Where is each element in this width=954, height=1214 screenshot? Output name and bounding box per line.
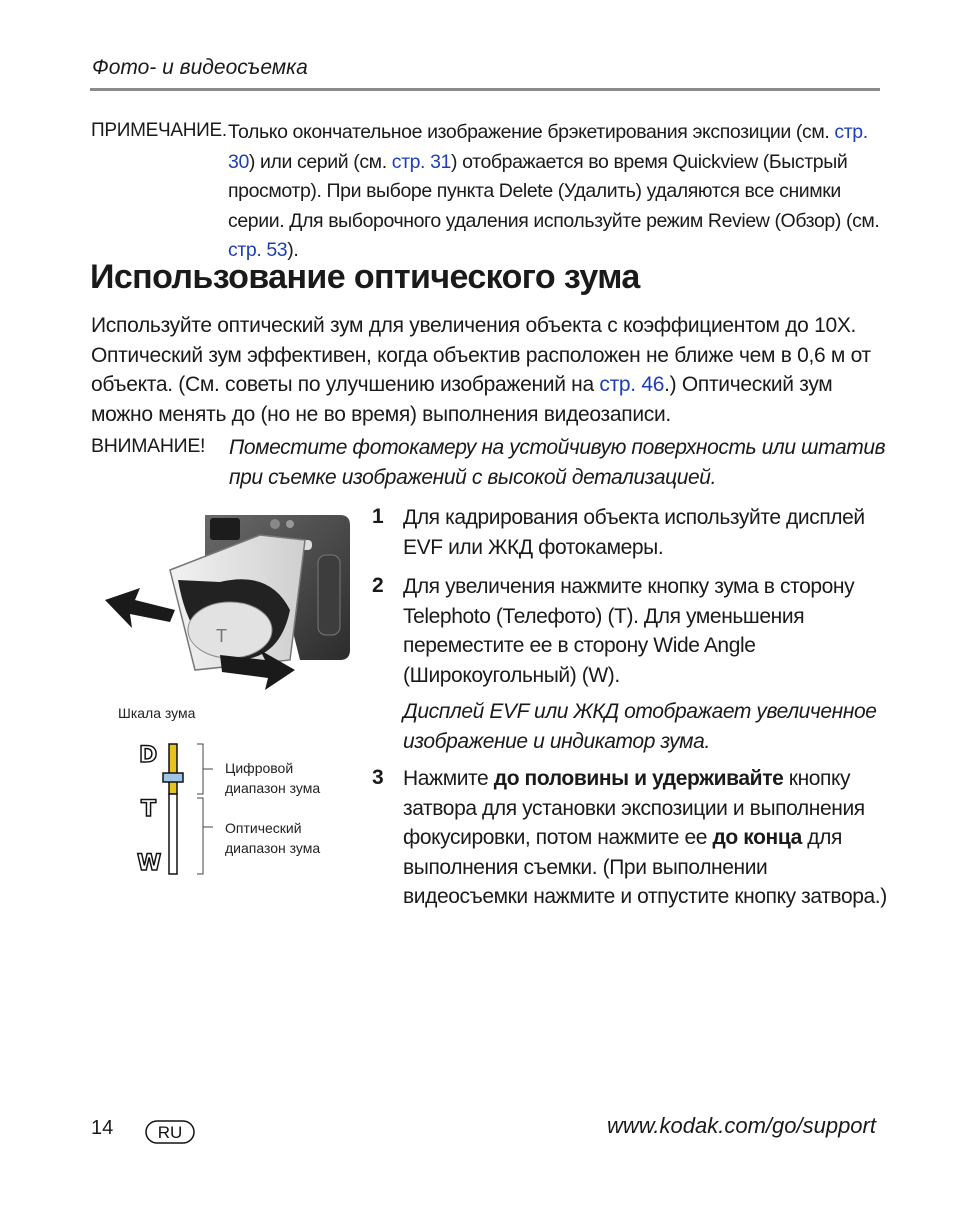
warning-label: ВНИМАНИЕ! [91, 435, 206, 457]
step-1-number: 1 [372, 505, 384, 528]
link-page-46[interactable]: стр. 46 [599, 373, 665, 396]
step-2-text: Для увеличения нажмите кнопку зума в сторону Telephoto (Телефото) (T). Для уменьшения переместите ее в сторону Wide Angle (Широкоугольный) (W). [403, 575, 855, 687]
zoom-button-letter: T [216, 626, 227, 646]
link-page-53[interactable]: стр. 53 [228, 239, 288, 261]
zoom-scale-caption: Шкала зума [118, 705, 196, 721]
scale-letter-d: D [139, 743, 158, 768]
section-title: Использование оптического зума [90, 258, 640, 296]
link-page-30[interactable]: стр. 30 [228, 121, 868, 173]
intro-paragraph: Используйте оптический зум для увеличения объекта с коэффициентом до 10X. Оптический зум эффективен, когда объектив расположен не ближе чем в 0,6 м от объекта. (См. советы по улучшению изображений на стр. 46.) Оптический зум можно менять до (но не во время) выполнения видеозаписи. [91, 314, 871, 426]
step-2-note: Дисплей EVF или ЖКД отображает увеличенное изображение и индикатор зума. [403, 700, 877, 753]
step-3-bold-full: до конца [712, 826, 802, 849]
language-badge-text: RU [157, 1123, 183, 1142]
header-rule [90, 88, 880, 91]
step-3-bold-half: до половины и удерживайте [493, 767, 784, 790]
optical-zoom-bar [169, 794, 177, 874]
digital-zoom-bar [169, 744, 177, 794]
zoom-scale-diagram [135, 740, 225, 880]
page-number: 14 [91, 1117, 114, 1139]
step-3-number: 3 [372, 766, 384, 789]
optical-range-label: Оптический диапазон зума [225, 820, 321, 856]
zoom-position-marker [163, 773, 183, 782]
running-header: Фото- и видеосъемка [92, 56, 308, 79]
support-url[interactable]: www.kodak.com/go/support [606, 1113, 876, 1138]
scale-letter-w: W [137, 851, 162, 876]
note-label: ПРИМЕЧАНИЕ. [91, 120, 227, 141]
language-badge [145, 1120, 195, 1144]
camera-zoom-illustration [100, 510, 360, 695]
step-1-text: Для кадрирования объекта используйте дисплей EVF или ЖКД фотокамеры. [403, 506, 865, 559]
camera-illustration [100, 510, 360, 695]
scale-letter-t: T [141, 797, 157, 822]
digital-range-label: Цифровой диапазон зума [225, 760, 321, 796]
note-text: Только окончательное изображение брэкетирования экспозиции (см. стр. 30) или серий (см. стр. 31) отображается во время Quickview (Быстрый просмотр). При выборе пункта Delete (Удалить) удаляются все снимки серии. Для выборочного удаления используйте режим Review (Обзор) (см. стр. 53). [228, 121, 880, 261]
link-page-31[interactable]: стр. 31 [391, 150, 451, 173]
step-3-text: Нажмите до половины и удерживайте кнопку затвора для установки экспозиции и выполнения фокусировки, потом нажмите ее до конца для выполнения съемки. (При выполнении видеосъемки нажмите и отпустите кнопку затвора.) [403, 767, 887, 908]
warning-text: Поместите фотокамеру на устойчивую поверхность или штатив при съемке изображений с высокой детализацией. [229, 436, 886, 489]
step-2-number: 2 [372, 574, 384, 597]
